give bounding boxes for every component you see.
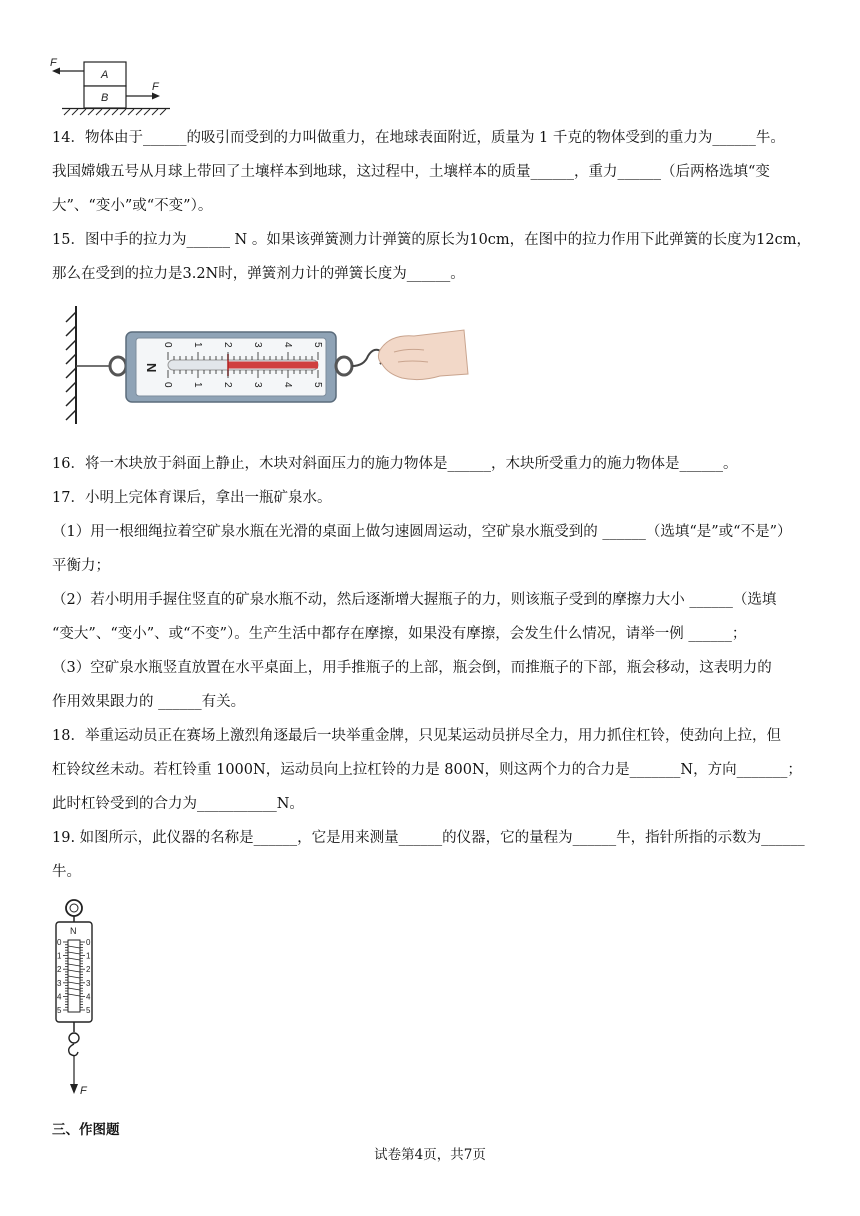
v-scale-right-tick-0: 0 bbox=[86, 938, 91, 947]
section-title: 三、作图题 bbox=[52, 1122, 120, 1138]
q16-line-1: 16．将一木块放于斜面上静止，木块对斜面压力的施力物体是______，木块所受重力的施力物体是______。 bbox=[52, 456, 738, 472]
q18-line-2: 杠铃纹丝未动。若杠铃重 1000N，运动员向上拉杠铃的力是 800N，则这两个力的合力是_______N，方向_______； bbox=[52, 762, 802, 778]
q14-line-1: 14．物体由于______的吸引而受到的力叫做重力，在地球表面附近，质量为 1 千克的物体受到的重力为______牛。 bbox=[52, 130, 785, 146]
v-force-label: F bbox=[80, 1085, 87, 1097]
h-scale-bottom-tick-3: 3 bbox=[252, 382, 263, 388]
q17-sub1-line-2: 平衡力； bbox=[52, 558, 110, 574]
h-scale-top-tick-5: 5 bbox=[312, 342, 323, 348]
v-scale-left-tick-1: 1 bbox=[57, 951, 62, 961]
h-scale-bottom-tick-1: 1 bbox=[192, 382, 203, 388]
h-scale-top-tick-0: 0 bbox=[162, 342, 173, 348]
v-scale-right-tick-5: 5 bbox=[86, 1006, 91, 1015]
q17-sub2-line-1: （2）若小明用手握住竖直的矿泉水瓶不动，然后逐渐增大握瓶子的力，则该瓶子受到的摩擦力大小 ______（选填 bbox=[52, 592, 777, 608]
h-scale-bottom-tick-0: 0 bbox=[162, 382, 173, 388]
h-scale-unit: N bbox=[144, 363, 159, 373]
q17-line-1: 17．小明上完体育课后，拿出一瓶矿泉水。 bbox=[52, 490, 332, 506]
q14-line-2: 我国嫦娥五号从月球上带回了土壤样本到地球，这过程中，土壤样本的质量______，重力______（后两格选填“变 bbox=[52, 164, 770, 180]
v-scale-left-tick-5: 5 bbox=[57, 1006, 62, 1015]
v-scale-unit: N bbox=[70, 926, 77, 936]
h-scale-top-tick-2: 2 bbox=[222, 342, 233, 348]
v-scale-left-tick-3: 3 bbox=[57, 978, 62, 988]
v-scale-left-tick-0: 0 bbox=[57, 938, 62, 947]
h-scale-bottom-tick-4: 4 bbox=[282, 382, 293, 388]
q17-sub3-line-1: （3）空矿泉水瓶竖直放置在水平桌面上，用手推瓶子的上部，瓶会倒，而推瓶子的下部，瓶会移动，这表明力的 bbox=[52, 660, 772, 676]
q17-sub2-line-2: “变大”、“变小”、或“不变”）。生产生活中都存在摩擦，如果没有摩擦，会发生什么情况，请举一例 ______； bbox=[52, 626, 747, 642]
force-label-right: F bbox=[152, 81, 159, 93]
horizontal-spring-scale-figure bbox=[64, 304, 474, 428]
hand-illustration bbox=[378, 330, 468, 380]
q17-sub3-line-2: 作用效果跟力的 ______有关。 bbox=[52, 694, 246, 710]
h-scale-indicator bbox=[228, 362, 318, 369]
q19-line-1: 19. 如图所示，此仪器的名称是______，它是用来测量______的仪器，它的量程为______牛，指针所指的示数为______ bbox=[52, 830, 805, 846]
block-b-label: B bbox=[101, 92, 109, 104]
h-scale-bottom-tick-5: 5 bbox=[312, 382, 323, 388]
blocks-figure bbox=[48, 54, 178, 116]
h-scale-top-tick-1: 1 bbox=[192, 342, 203, 348]
h-scale-top-tick-4: 4 bbox=[282, 342, 293, 348]
v-scale-right-tick-2: 2 bbox=[86, 965, 91, 975]
q19-line-2: 牛。 bbox=[52, 864, 81, 880]
q18-line-3: 此时杠铃受到的合力为___________N。 bbox=[52, 796, 304, 812]
h-scale-bottom-tick-2: 2 bbox=[222, 382, 233, 388]
v-scale-right-tick-1: 1 bbox=[86, 951, 91, 961]
force-label-left: F bbox=[50, 57, 57, 69]
block-a-label: A bbox=[101, 69, 109, 81]
v-scale-left-tick-2: 2 bbox=[57, 965, 62, 975]
h-scale-top-tick-3: 3 bbox=[252, 342, 263, 348]
page-footer: 试卷第4页，共7页 bbox=[374, 1147, 486, 1163]
q14-line-3: 大”、“变小”或“不变”）。 bbox=[52, 198, 213, 214]
v-scale-right-tick-3: 3 bbox=[86, 978, 91, 988]
q18-line-1: 18．举重运动员正在赛场上激烈角逐最后一块举重金牌，只见某运动员拼尽全力，用力抓住杠铃，使劲向上拉，但 bbox=[52, 728, 781, 744]
vertical-spring-scale-figure bbox=[48, 898, 108, 1098]
q15-line-1: 15．图中手的拉力为______ N 。如果该弹簧测力计弹簧的原长为10cm，在图中的拉力作用下此弹簧的长度为12cm， bbox=[52, 232, 811, 248]
v-scale-right-tick-4: 4 bbox=[86, 992, 91, 1002]
q15-line-2: 那么在受到的拉力是3.2N时，弹簧剂力计的弹簧长度为______。 bbox=[52, 266, 465, 282]
q17-sub1-line-1: （1）用一根细绳拉着空矿泉水瓶在光滑的桌面上做匀速圆周运动，空矿泉水瓶受到的 ______（选填“是”或“不是”） bbox=[52, 524, 792, 540]
v-scale-left-tick-4: 4 bbox=[57, 992, 62, 1002]
